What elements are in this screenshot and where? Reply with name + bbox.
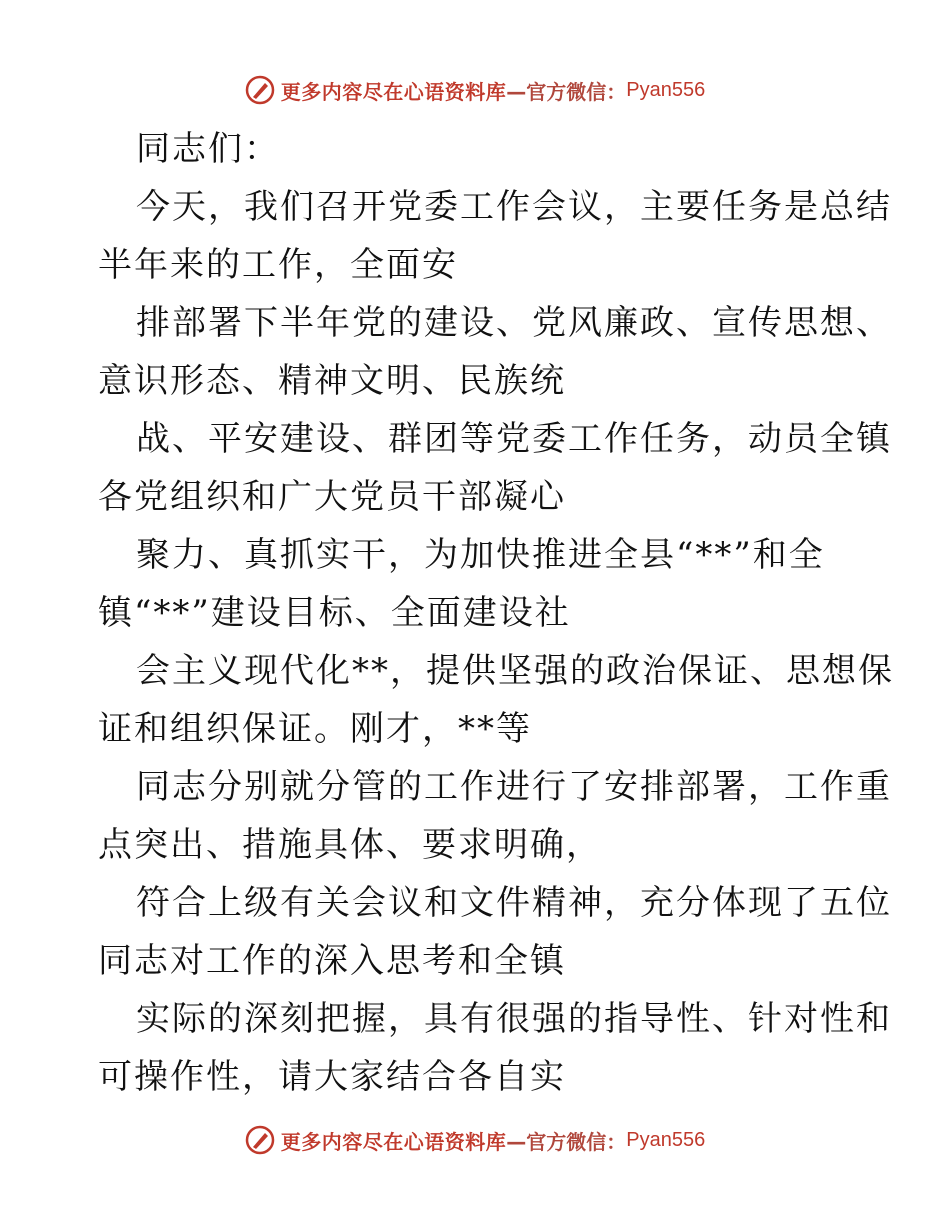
text-line: 聚力、真抓实干，为加快推进全县“**”和全 [136, 535, 825, 575]
watermark-id-text: Pyan556 [626, 1128, 706, 1151]
pen-logo-icon [245, 1125, 275, 1155]
watermark-sub-text: —官方微信： [506, 1129, 627, 1154]
text-line: 今天，我们召开党委工作会议，主要任务是总结 [136, 187, 892, 227]
watermark-sub-text: —官方微信： [506, 79, 627, 104]
document-body [98, 120, 894, 1106]
text-line: 各党组织和广大党员干部凝心 [98, 477, 566, 517]
text-line: 镇“**”建设目标、全面建设社 [98, 593, 571, 633]
text-line: 证和组织保证。刚才，**等 [98, 709, 532, 749]
text-line: 排部署下半年党的建设、党风廉政、宣传思想、 [136, 303, 892, 343]
text-line: 同志们： [136, 129, 280, 169]
text-line: 半年来的工作，全面安 [98, 245, 458, 285]
watermark-id-text: Pyan556 [626, 78, 706, 101]
footer-watermark [0, 1122, 950, 1158]
text-line: 点突出、措施具体、要求明确， [98, 825, 602, 865]
text-line: 同志对工作的深入思考和全镇 [98, 941, 566, 981]
text-line: 意识形态、精神文明、民族统 [98, 361, 566, 401]
text-line: 可操作性，请大家结合各自实 [98, 1057, 566, 1097]
text-line: 实际的深刻把握，具有很强的指导性、针对性和 [136, 999, 892, 1039]
text-line: 会主义现代化**，提供坚强的政治保证、思想保 [136, 651, 894, 691]
pen-logo-icon [245, 75, 275, 105]
header-watermark [0, 72, 950, 108]
watermark-main-text: 更多内容尽在心语资料库 [280, 79, 507, 104]
watermark-main-text: 更多内容尽在心语资料库 [280, 1129, 507, 1154]
text-line: 同志分别就分管的工作进行了安排部署，工作重 [136, 767, 892, 807]
text-line: 符合上级有关会议和文件精神，充分体现了五位 [136, 883, 892, 923]
text-line: 战、平安建设、群团等党委工作任务，动员全镇 [136, 419, 892, 459]
